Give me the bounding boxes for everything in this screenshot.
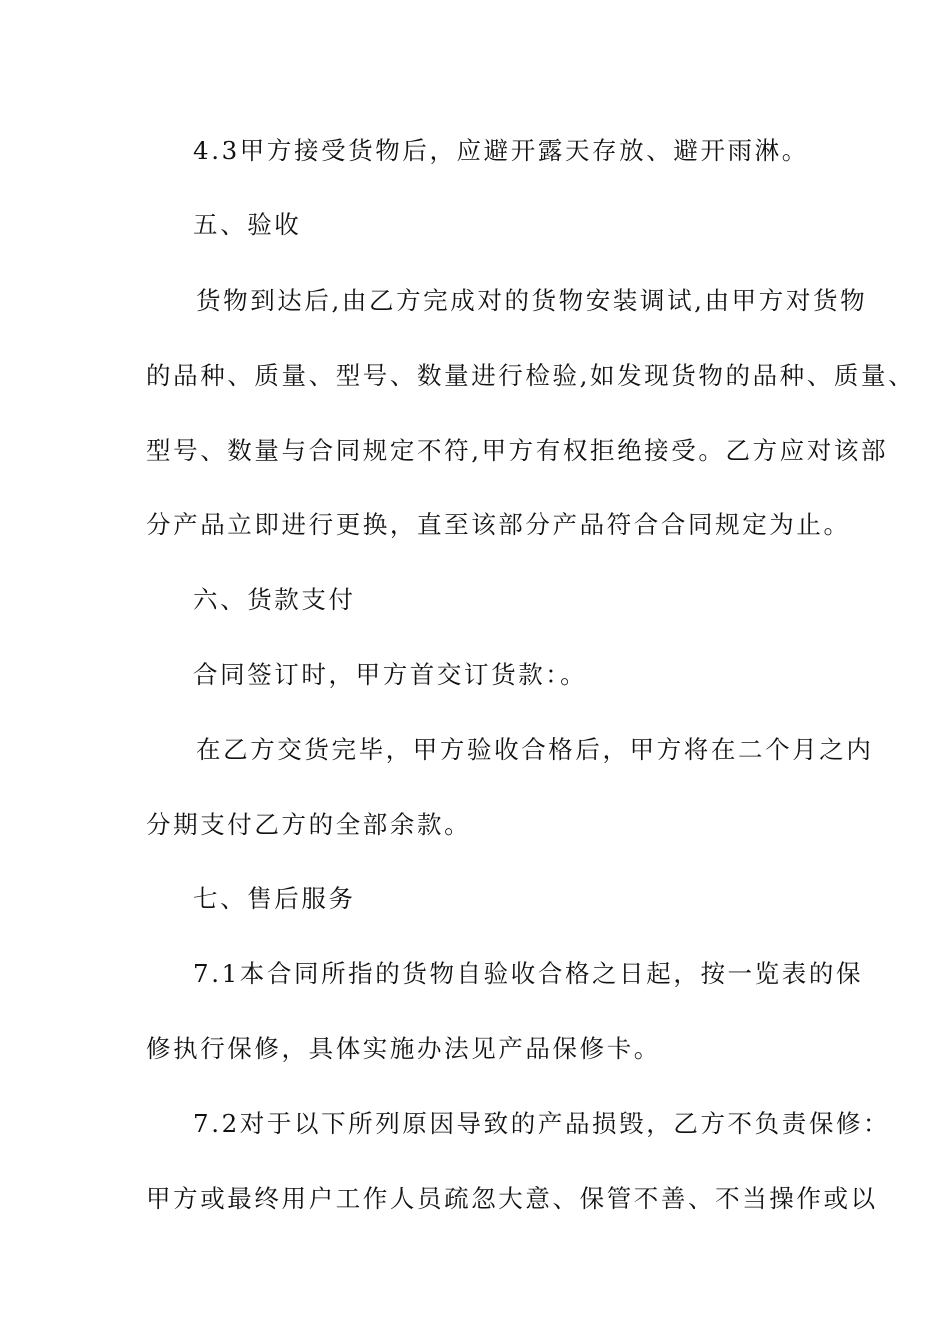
acceptance-paragraph-line-3: 型号、数量与合同规定不符,甲方有权拒绝接受。乙方应对该部 (146, 436, 889, 465)
clause-7-1-line-1: 7.1本合同所指的货物自验收合格之日起，按一览表的保 (193, 959, 864, 988)
acceptance-paragraph-line-1: 货物到达后,由乙方完成对的货物安装调试,由甲方对货物 (196, 286, 868, 315)
clause-7-2-line-1: 7.2对于以下所列原因导致的产品损毁，乙方不负责保修： (193, 1109, 891, 1138)
section-heading-acceptance: 五、验收 (193, 210, 302, 239)
payment-paragraph-2-line-2: 分期支付乙方的全部余款。 (146, 810, 472, 839)
payment-paragraph-1: 合同签订时，甲方首交订货款：。 (193, 660, 588, 689)
clause-7-1-line-2: 修执行保修，具体实施办法见产品保修卡。 (146, 1034, 661, 1063)
section-heading-after-sales: 七、售后服务 (193, 884, 356, 913)
acceptance-paragraph-line-2: 的品种、质量、型号、数量进行检验,如发现货物的品种、质量、 (146, 361, 916, 390)
payment-paragraph-2-line-1: 在乙方交货完毕，甲方验收合格后，甲方将在二个月之内 (196, 735, 874, 764)
clause-7-2-line-2: 甲方或最终用户工作人员疏忽大意、保管不善、不当操作或以 (146, 1184, 878, 1213)
clause-4-3: 4.3甲方接受货物后，应避开露天存放、避开雨淋。 (193, 136, 809, 165)
acceptance-paragraph-line-4: 分产品立即进行更换，直至该部分产品符合合同规定为止。 (146, 510, 851, 539)
section-heading-payment: 六、货款支付 (193, 585, 356, 614)
